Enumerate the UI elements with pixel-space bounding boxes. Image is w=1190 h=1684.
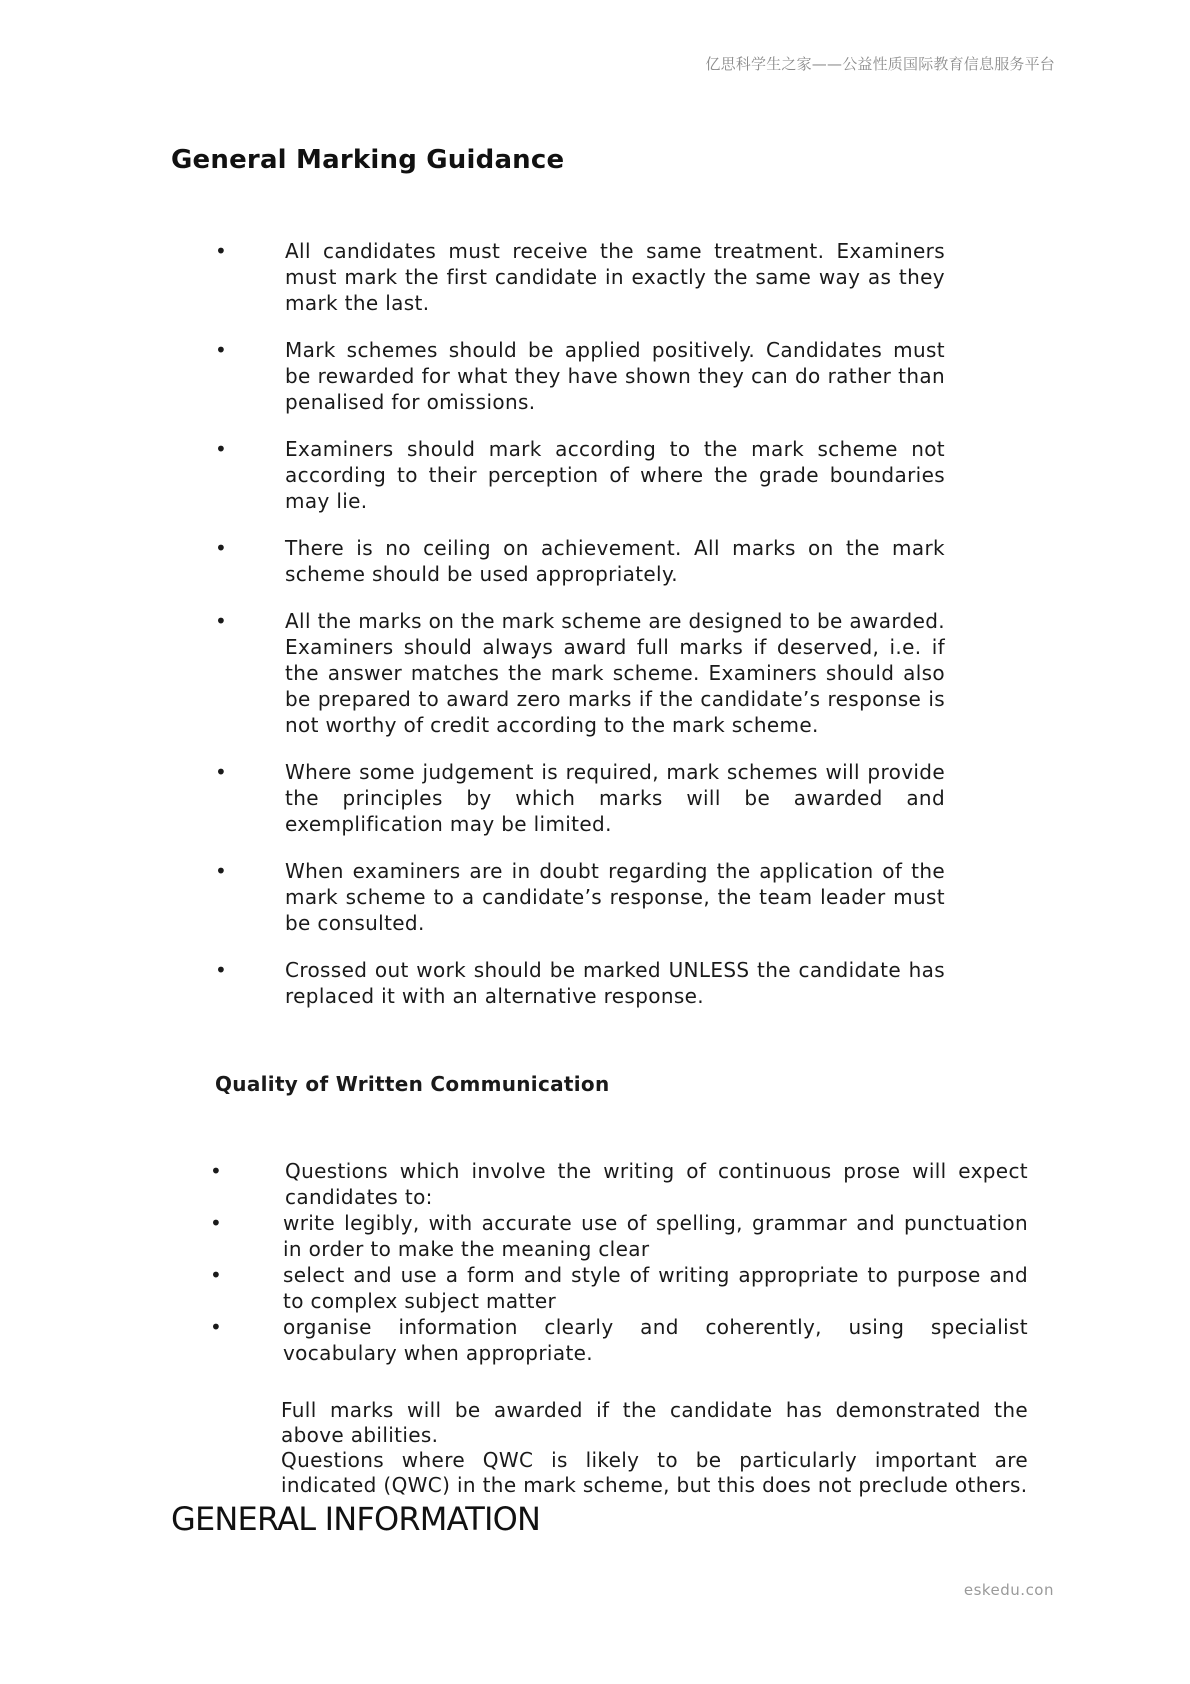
list-item-text: Crossed out work should be marked UNLESS the candidate has replaced it with an alternative response.: [285, 958, 945, 1008]
list-item: [205, 535, 945, 587]
list-item: [205, 238, 945, 316]
list-item-text: organise information clearly and coherently, using specialist vocabulary when appropriate.: [283, 1315, 1028, 1365]
list-item: [205, 957, 945, 1009]
list-item-text: write legibly, with accurate use of spelling, grammar and punctuation in order to make the meaning clear: [283, 1211, 1028, 1261]
list-item: [205, 759, 945, 837]
section-title: GENERAL INFORMATION: [171, 1500, 541, 1538]
list-item: [205, 608, 945, 738]
list-item-text: select and use a form and style of writing appropriate to purpose and to complex subject matter: [283, 1263, 1028, 1313]
bullet-icon: •: [215, 859, 228, 883]
list-item-text: There is no ceiling on achievement. All marks on the mark scheme should be used appropriately.: [285, 536, 945, 586]
guidance-list: [205, 238, 945, 1030]
qwc-list: [205, 1158, 1028, 1366]
bullet-icon: •: [215, 609, 228, 633]
bullet-icon: •: [210, 1211, 223, 1235]
bullet-icon: •: [215, 239, 228, 263]
qwc-note-full-marks: Full marks will be awarded if the candidate has demonstrated the above abilities.: [281, 1398, 1028, 1447]
bullet-icon: •: [215, 760, 228, 784]
list-item: [205, 1262, 1028, 1314]
qwc-heading: Quality of Written Communication: [215, 1072, 610, 1096]
list-item-text: Questions which involve the writing of continuous prose will expect candidates to:: [285, 1159, 1028, 1209]
bullet-icon: •: [215, 536, 228, 560]
list-item-text: Examiners should mark according to the mark scheme not according to their perception of where the grade boundaries may lie.: [285, 437, 945, 513]
list-item-text: Mark schemes should be applied positively. Candidates must be rewarded for what they have shown they can do rather than penalised for omissions.: [285, 338, 945, 414]
list-item-text: When examiners are in doubt regarding the application of the mark scheme to a candidate’s response, the team leader must be consulted.: [285, 859, 945, 935]
footer-site-url: eskedu.con: [963, 1581, 1054, 1599]
bullet-icon: •: [215, 338, 228, 362]
bullet-icon: •: [210, 1315, 223, 1339]
list-item: [205, 858, 945, 936]
qwc-notes: [281, 1398, 1028, 1498]
qwc-note-indicated: Questions where QWC is likely to be particularly important are indicated (QWC) in the mark scheme, but this does not preclude others.: [281, 1448, 1028, 1497]
bullet-icon: •: [210, 1159, 223, 1183]
page-title: General Marking Guidance: [171, 145, 565, 175]
list-item: [205, 337, 945, 415]
bullet-icon: •: [210, 1263, 223, 1287]
list-item-text: Where some judgement is required, mark schemes will provide the principles by which marks will be awarded and exemplification may be limited.: [285, 760, 945, 836]
list-item: [205, 1314, 1028, 1366]
list-item-text: All candidates must receive the same treatment. Examiners must mark the first candidate in exactly the same way as they mark the last.: [285, 239, 945, 315]
list-item: [205, 1210, 1028, 1262]
bullet-icon: •: [215, 958, 228, 982]
list-item: [205, 436, 945, 514]
list-item: [205, 1158, 1028, 1210]
list-item-text: All the marks on the mark scheme are designed to be awarded. Examiners should always award full marks if deserved, i.e. if the answer matches the mark scheme. Examiners should also be prepared to award zero marks if the candidate’s response is not worthy of credit according to the mark scheme.: [285, 609, 945, 737]
header-site-name: 亿思科学生之家——公益性质国际教育信息服务平台: [705, 55, 1055, 73]
bullet-icon: •: [215, 437, 228, 461]
